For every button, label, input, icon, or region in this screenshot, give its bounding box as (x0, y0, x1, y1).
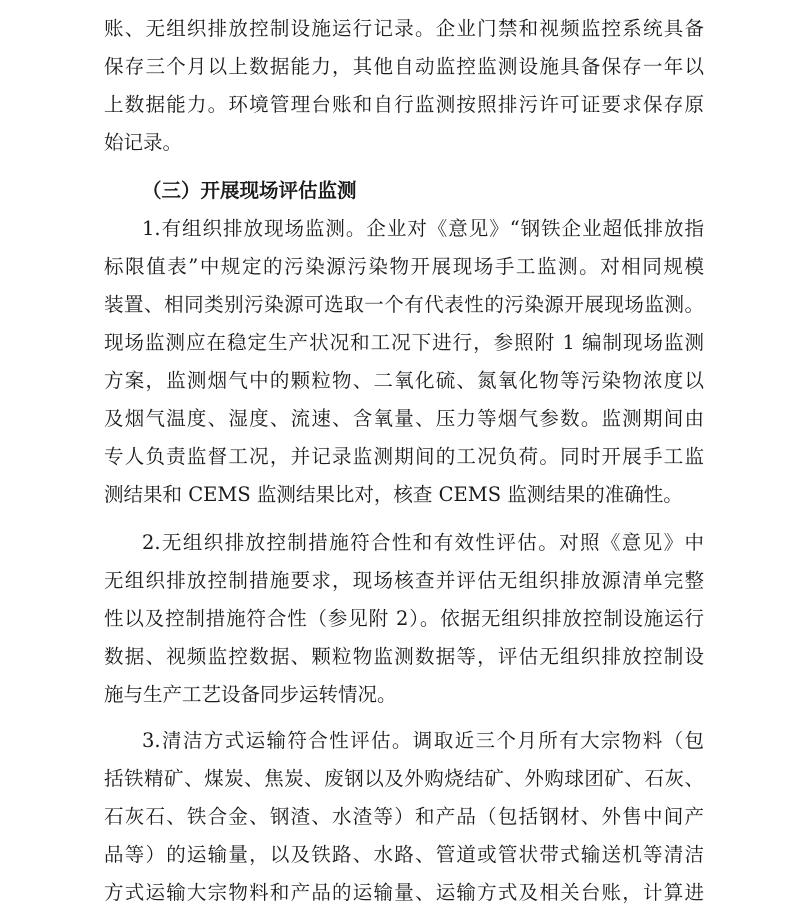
para2-line-1: 2.无组织排放控制措施符合性和有效性评估。对照《意见》中 (142, 531, 704, 554)
para3-line-5: 方式运输大宗物料和产品的运输量、运输方式及相关台账，计算进 (104, 881, 704, 904)
para3-line-4: 品等）的运输量，以及铁路、水路、管道或管状带式输送机等清洁 (104, 843, 704, 866)
para2-line-3: 性以及控制措施符合性（参见附 2）。依据无组织排放控制设施运行 (104, 607, 704, 630)
intro-line-3: 上数据能力。环境管理台账和自行监测按照排污许可证要求保存原 (104, 93, 704, 116)
para3-line-2: 括铁精矿、煤炭、焦炭、废钢以及外购烧结矿、外购球团矿、石灰、 (104, 767, 704, 790)
para1-line-5: 方案，监测烟气中的颗粒物、二氧化硫、氮氧化物等污染物浓度以 (104, 369, 704, 392)
intro-line-2: 保存三个月以上数据能力，其他自动监控监测设施具备保存一年以 (104, 55, 704, 78)
intro-line-4: 始记录。 (104, 131, 183, 154)
para1-line-3: 装置、相同类别污染源可选取一个有代表性的污染源开展现场监测。 (104, 293, 704, 316)
para2-line-2: 无组织排放控制措施要求，现场核查并评估无组织排放源清单完整 (104, 569, 704, 592)
section-heading: （三）开展现场评估监测 (142, 179, 357, 202)
para1-line-1: 1.有组织排放现场监测。企业对《意见》“钢铁企业超低排放指 (142, 217, 704, 240)
para1-line-7: 专人负责监督工况，并记录监测期间的工况负荷。同时开展手工监 (104, 445, 704, 468)
para3-line-1: 3.清洁方式运输符合性评估。调取近三个月所有大宗物料（包 (142, 729, 704, 752)
para3-line-3: 石灰石、铁合金、钢渣、水渣等）和产品（包括钢材、外售中间产 (104, 805, 704, 828)
para2-line-4: 数据、视频监控数据、颗粒物监测数据等，评估无组织排放控制设 (104, 645, 704, 668)
para2-line-5: 施与生产工艺设备同步运转情况。 (104, 683, 397, 706)
para1-line-6: 及烟气温度、湿度、流速、含氧量、压力等烟气参数。监测期间由 (104, 407, 704, 430)
para1-line-2: 标限值表”中规定的污染源污染物开展现场手工监测。对相同规模 (104, 255, 704, 278)
intro-line-1: 账、无组织排放控制设施运行记录。企业门禁和视频监控系统具备 (104, 17, 704, 40)
para1-line-4: 现场监测应在稳定生产状况和工况下进行，参照附 1 编制现场监测 (104, 331, 704, 354)
para1-line-8: 测结果和 CEMS 监测结果比对，核查 CEMS 监测结果的准确性。 (104, 483, 683, 506)
